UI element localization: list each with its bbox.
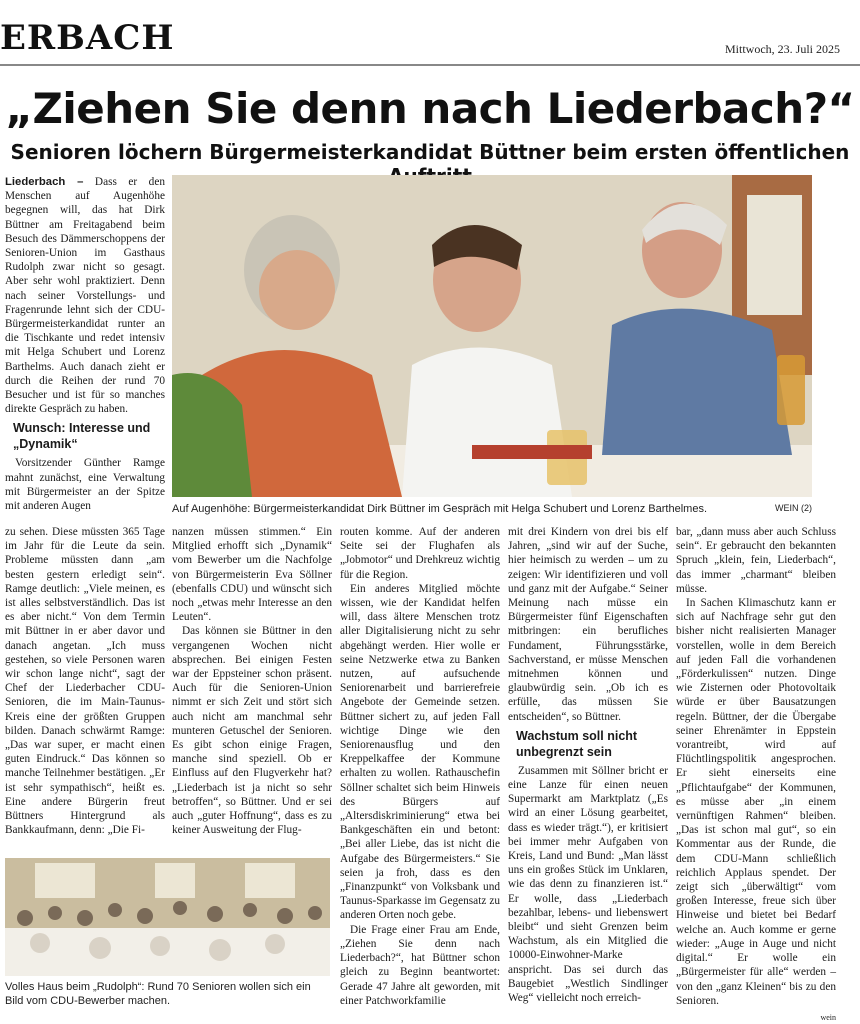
dateline-location: Liederbach –: [5, 176, 84, 188]
main-caption-text: Auf Augenhöhe: Bürgermeisterkandidat Dirk Büttner im Gespräch mit Helga Schubert und Lorenz Barthelmes.: [172, 503, 707, 515]
article-paragraph: mit drei Kindern von drei bis elf Jahren, „sind wir auf der Suche, hier heimisch zu werden – um zu zeigen: Wir identifizieren und voll und ganz mit der Aufgabe.“ Seiner Meinung nach müsse ein Bürgermeister fünf Eigenschaften mitbringen: ein berufliches Fundament, Führungsstärke, Sachverstand, er müsse Menschen mitnehmen können und glaubwürdig sein. „Ob ich es erfülle, das müssen Sie entscheiden“, so Büttner.: [508, 526, 668, 723]
article-column-3: [172, 525, 332, 837]
article-column-6: [676, 525, 836, 1024]
article-column-1: [5, 175, 165, 513]
photo-credit: WEIN (2): [775, 503, 812, 513]
intertitle-interest: Wunsch: Interesse und „Dynamik“: [13, 421, 151, 452]
article-paragraph: nanzen müssen stimmen.“ Ein Mitglied erhofft sich „Dynamik“ vom Bewerber um die Nachfolge von Bürgermeisterin Eva Söllner (ebenfalls CDU) und wünscht sich noch „etwas mehr Interesse an den Leuten“.: [172, 526, 332, 624]
article-paragraph: bar, „dann muss aber auch Schluss sein“. Er gebraucht den bekannten Spruch „klein, fein, Liederbach“, das immer „charmant“ bleiben müsse.: [676, 526, 836, 595]
secondary-photo-illustration: [5, 858, 330, 976]
article-headline: „Ziehen Sie denn nach Liederbach?“: [5, 84, 855, 133]
article-subheadline: Senioren löchern Bürgermeisterkandidat Büttner beim ersten öffentlichen: [10, 140, 850, 164]
secondary-photo: [5, 858, 330, 976]
section-name: ERBACH: [0, 18, 175, 58]
article-paragraph: Vorsitzender Günther Ramge mahnt zunächst, eine Verwaltung mit Bürgermeister an der Spitze mit anderen Augen: [5, 457, 165, 513]
article-lead-paragraph: Liederbach – Dass er den Menschen auf Augenhöhe begegnen will, das hat Dirk Büttner am Freitagabend beim Besuch des Dämmerschoppens der Senioren-Union im Gasthaus Rudolph zwar nicht so gesagt. Aber sehr wohl praktiziert. Denn nach seiner Vorstellungs- und Fragenrunde lehnt sich der CDU-Bürgermeisterkandidat runter an die Tischkante und redet intensiv mit Helga Schubert und Lorenz Barthelms. Auch danach zieht er durch die Reihen der rund 70 Besucher und ist für so manches direkte Gespräch zu haben.: [5, 176, 165, 416]
main-photo: [172, 175, 812, 497]
article-paragraph: Zusammen mit Söllner bricht er eine Lanze für einen neuen Supermarkt am Marktplatz („Es wird an einer Lösung gearbeitet, dass es wieder trägt.“), er kritisiert bei immer mehr Aufgaben von Kreis, Land und Bund: „Man lässt uns ein großes Stück im Unklaren, wie das denn zu finanzieren ist.“ Er wolle, dass „Liederbach bezahlbar, lebens- und liebenswert bleibt“ und sieht Grenzen beim Wachstum, als ein Mitglied die 10000-Einwohner-Marke anspricht. Das sei durch das Baugebiet „Westlich Sindlinger Weg“ vielleicht noch erreich-: [508, 764, 668, 1005]
issue-date: Mittwoch, 23. Juli 2025: [724, 42, 840, 56]
article-paragraph: In Sachen Klimaschutz kann er sich auf Nachfrage sehr gut den bisher nicht realisierten Manager vorstellen, wolle in dem Bereich auf jeden Fall die vorhandenen „Förderkulissen“ nutzen. Dinge wie Zisternen oder Photovoltaik würde er über Bausatzungen regeln. Büttner, der die Übergabe seiner Ehrenämter in Eppstein vorantreibt, wird auf Flüchtlingspolitik angesprochen. Er sieht einerseits eine „Pflichtaufgabe“ der Kommunen, es müsse aber „in einem vernünftigen Rahmen“ bleiben. „Das ist schon mal gut“, so ein Kommentar aus der Runde, die dem CDU-Mann schließlich reichlich Applaus spendet. Der zeigt sich „überwältigt“ vom großen Interesse, freue sich über Hinweise und bietet bei Bedarf welche an. Auch komme er gerne wieder: „Auge in Auge und nicht digital.“ Er wolle ein „Bürgermeister für alle“ werden – von den „ganz Kleinen“ bis zu den Senioren.: [676, 597, 836, 1007]
article-paragraph: Die Frage einer Frau am Ende, „Ziehen Sie denn nach Liederbach?“, hat Büttner schon gleich zu Beginn beantwortet: Gerade 47 Jahre alt geworden, mit einer Patchworkfamilie: [340, 923, 500, 1007]
secondary-photo-caption: Volles Haus beim „Rudolph“: Rund 70 Senioren wollen sich ein Bild vom CDU-Bewerber machen.: [5, 981, 311, 1007]
article-paragraph: Ein anderes Mitglied möchte wissen, wie der Kandidat helfen will, dass ältere Menschen trotz aller Digitalisierung nicht zu sehr abgehängt werden. Hier wolle er seine Netzwerke etwa zu Banken nutzen, auf aufsuchende Seniorenarbeit und barrierefreie Angebote der Gemeinde setzen. Büttner sichert zu, auf jeden Fall wichtige Dinge wie den Seniorenausflug und den Kreppelkaffee der Kommune erhalten zu wollen. Rathauschefin Söllner schaltet sich beim Hinweis des Bürgers auf „Altersdiskriminierung“ etwa bei Bankgeschäften ein und betont: „Bei aller Liebe, das ist nicht die Aufgabe des Bürgermeisters.“ Sie seien ja froh, dass es den „Finanzpunkt“ von Volksbank und Taunus-Sparkasse im Gegensatz zu anderen Orten noch gebe.: [340, 582, 500, 922]
article-column-2: [5, 525, 165, 837]
main-photo-caption: [172, 503, 812, 515]
article-paragraph: Das können sie Büttner in den vergangenen Wochen nicht absprechen. Bei einigen Festen war der Eppsteiner schon präsent. Auch für die Senioren-Union nimmt er sich Zeit und stört sich auch nicht am manchmal sehr munteren Getuschel der Senioren. Es gibt schon einige Fragen, manche sind speziell. Ob er Einfluss auf den Flugverkehr hat? „Liederbach ist ja nicht so sehr betroffen“, so Büttner. Und er sei auch „guter Hoffnung“, dass es zu keiner Ausweitung der Flug-: [172, 625, 332, 837]
article-paragraph: routen komme. Auf der anderen Seite sei der Flughafen als „Jobmotor“ und Drehkreuz wichtig für die Region.: [340, 526, 500, 581]
main-photo-illustration: [172, 175, 812, 497]
intertitle-growth: Wachstum soll nicht unbegrenzt sein: [516, 728, 638, 759]
article-column-5: [508, 525, 668, 1005]
article-column-4: [340, 525, 500, 1008]
article-paragraph: zu sehen. Diese müssten 365 Tage im Jahr für die Leute da sein. Probleme müssten dann „am besten gestern erledigt sein“. Ramge deutlich: „Viele meinen, es ist alles selbstverständlich. Das ist es aber nicht.“ Von dem Termin mit Büttner in er aber davor und danach angetan. „Ich muss gestehen, so viele Personen waren wir schon lange nicht“, sagt der Chef der Liederbacher CDU-Senioren, die im Main-Taunus-Kreis eine der größten Gruppen bilden. Danach schwärmt Ramge: „Das war super, er macht einen guten Eindruck.“ Das können so manche Teilnehmer bestätigen. „Er ist sehr sympathisch“, heißt es. Eine andere Bürgerin freut Büttners Hintergrund als Bankkaufmann, denn: „Die Fi-: [5, 526, 165, 837]
author-endmark: wein: [820, 1012, 836, 1022]
masthead: [0, 0, 860, 66]
